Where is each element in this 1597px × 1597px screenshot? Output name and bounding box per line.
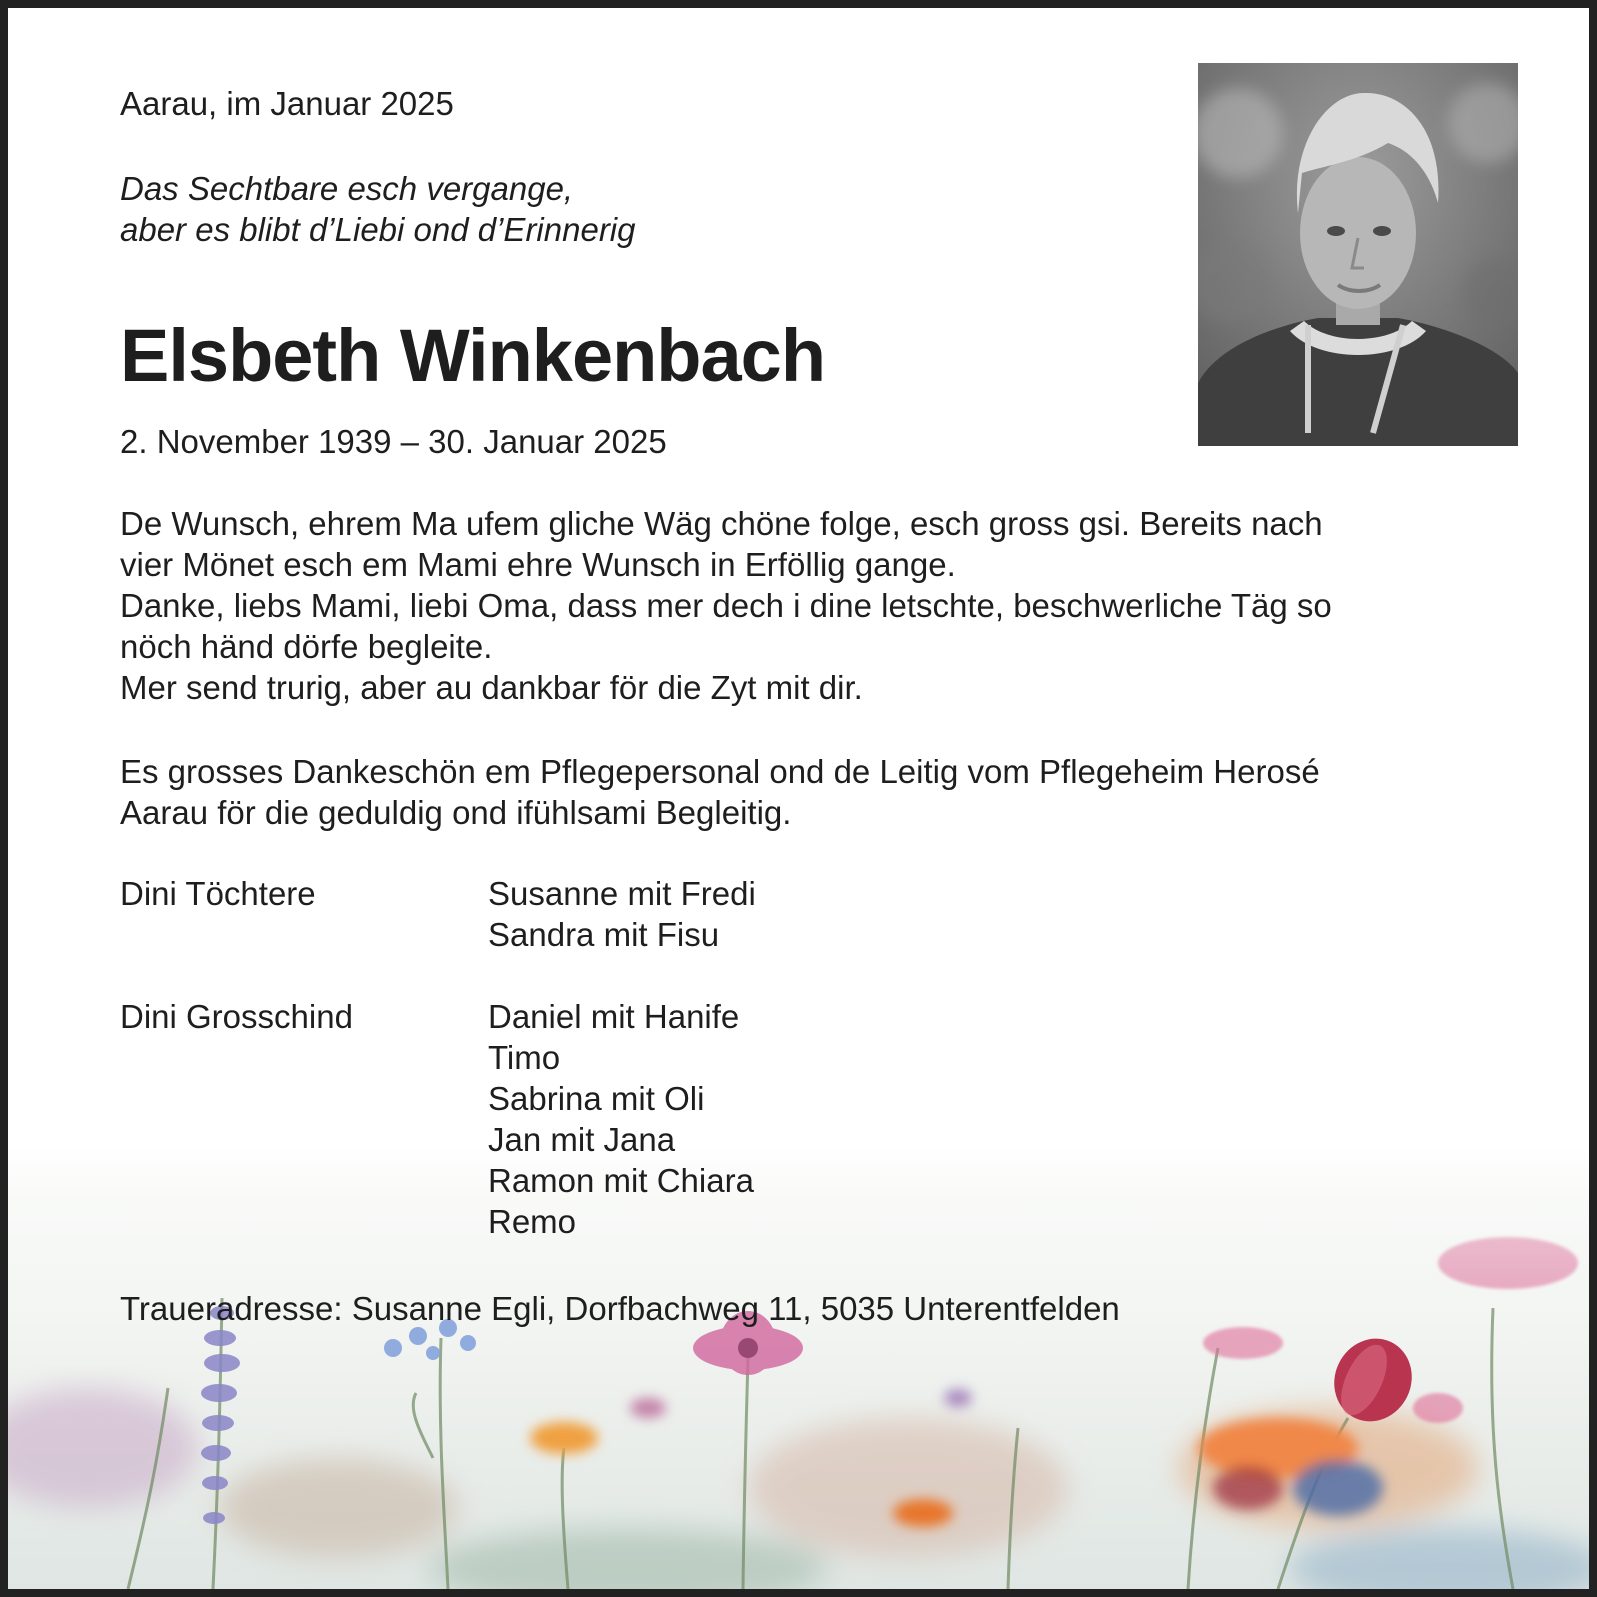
- family-names: [488, 873, 756, 955]
- family-role: Dini Töchtere: [120, 875, 316, 912]
- family-role: Dini Grosschind: [120, 998, 353, 1035]
- paragraph-line: De Wunsch, ehrem Ma ufem gliche Wäg chöne folge, esch gross gsi. Bereits nach: [120, 505, 1323, 542]
- family-member: Daniel mit Hanife: [488, 998, 740, 1035]
- mourning-address: Traueradresse: Susanne Egli, Dorfbachweg 11, 5035 Unterentfelden: [120, 1290, 1120, 1327]
- paragraph-line: Es grosses Dankeschön em Pflegepersonal ond de Leitig vom Pflegeheim Herosé: [120, 753, 1320, 790]
- family-member: Sabrina mit Oli: [488, 1080, 705, 1117]
- family-member: Susanne mit Fredi: [488, 875, 756, 912]
- family-names: [488, 996, 754, 1242]
- family-member: Timo: [488, 1039, 561, 1076]
- motto-verse: [120, 168, 636, 250]
- family-member: Remo: [488, 1203, 577, 1240]
- family-member: Jan mit Jana: [488, 1121, 676, 1158]
- place-and-date: Aarau, im Januar 2025: [120, 85, 454, 122]
- thanks-paragraph: [120, 751, 1320, 833]
- portrait-photo: [1198, 63, 1518, 446]
- motto-line: Das Sechtbare esch vergange,: [120, 170, 574, 207]
- paragraph-line: Danke, liebs Mami, liebi Oma, dass mer dech i dine letschte, beschwerliche Täg so: [120, 587, 1332, 624]
- paragraph-line: Aarau för die geduldig ond ifühlsami Begleitig.: [120, 794, 792, 831]
- family-member: Ramon mit Chiara: [488, 1162, 754, 1199]
- motto-line: aber es blibt d’Liebi ond d’Erinnerig: [120, 211, 636, 248]
- paragraph-line: vier Mönet esch em Mami ehre Wunsch in Erföllig gange.: [120, 546, 956, 583]
- deceased-name: Elsbeth Winkenbach: [120, 314, 826, 397]
- life-dates: 2. November 1939 – 30. Januar 2025: [120, 423, 667, 460]
- message-paragraph: [120, 503, 1332, 708]
- family-member: Sandra mit Fisu: [488, 916, 720, 953]
- paragraph-line: nöch händ dörfe begleite.: [120, 628, 493, 665]
- paragraph-line: Mer send trurig, aber au dankbar för die Zyt mit dir.: [120, 669, 863, 706]
